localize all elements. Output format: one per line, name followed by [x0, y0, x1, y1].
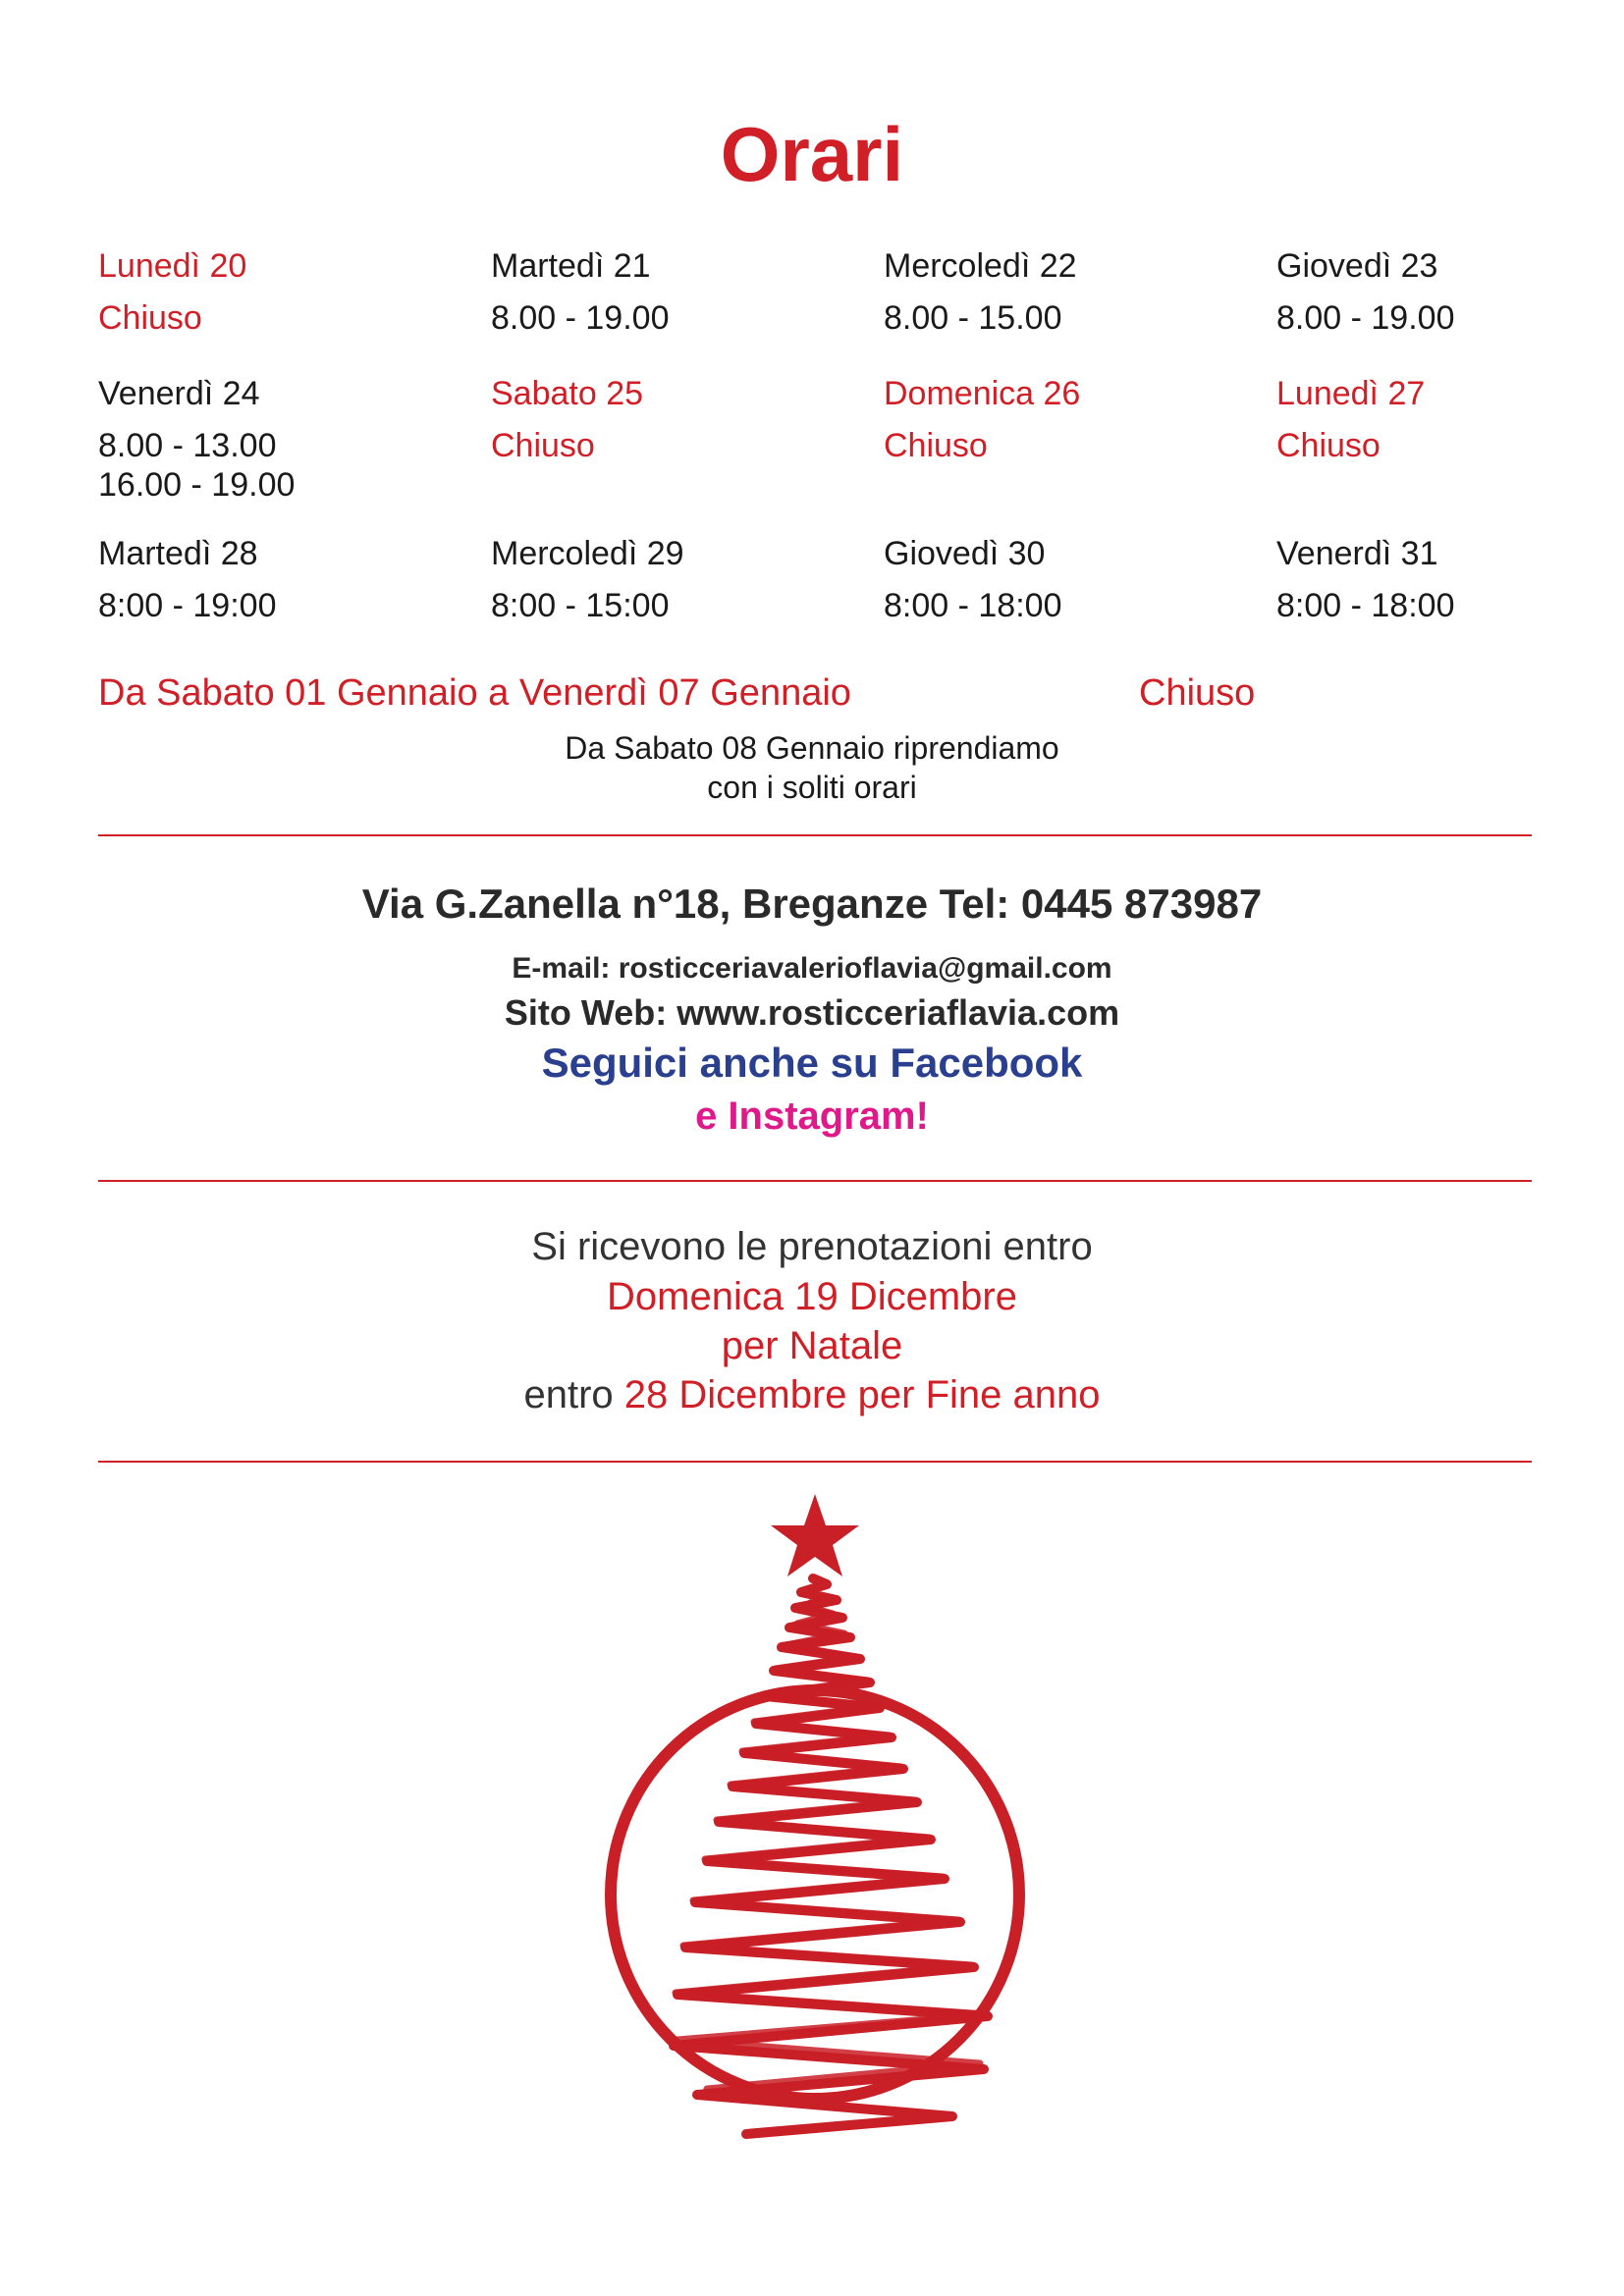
day-name: Giovedì 23	[1276, 247, 1438, 285]
schedule-day	[1276, 373, 1624, 465]
reopening-line: Da Sabato 08 Gennaio riprendiamo	[565, 730, 1059, 766]
tree-scribble-shape	[676, 1598, 986, 2089]
day-hours: 8:00 - 18:00	[1276, 587, 1455, 624]
schedule-day	[1276, 245, 1624, 338]
schedule-day	[884, 245, 1257, 338]
day-hours: 8.00 - 19.00	[1276, 299, 1455, 337]
day-name: Martedì 28	[98, 535, 258, 572]
booking-intro: Si ricevono le prenotazioni entro	[531, 1225, 1093, 1268]
day-name: Giovedì 30	[884, 535, 1046, 572]
schedule-day	[884, 373, 1257, 465]
booking-christmas-date: Domenica 19 Dicembre	[607, 1275, 1017, 1318]
address-phone: Via G.Zanella n°18, Breganze Tel: 0445 873987	[361, 881, 1263, 927]
website-url[interactable]: Sito Web: www.rosticceriaflavia.com	[504, 992, 1120, 1033]
day-hours: Chiuso	[884, 427, 988, 464]
day-name: Lunedì 27	[1276, 375, 1426, 412]
booking-christmas-label: per Natale	[721, 1324, 903, 1367]
day-name: Venerdì 24	[98, 375, 260, 412]
booking-newyear-date: 28 Dicembre per Fine anno	[623, 1373, 1101, 1416]
divider	[98, 834, 1532, 836]
day-hours: 8:00 - 19:00	[98, 587, 277, 624]
schedule-day	[98, 245, 471, 338]
schedule-day	[884, 533, 1257, 625]
day-hours: 8.00 - 15.00	[884, 299, 1062, 337]
day-hours: 8:00 - 18:00	[884, 587, 1062, 624]
facebook-callout[interactable]: Seguici anche su Facebook	[541, 1040, 1083, 1086]
divider	[98, 1461, 1532, 1463]
day-name: Lunedì 20	[98, 247, 247, 285]
christmas-tree-ornament-icon	[579, 1490, 1051, 2177]
instagram-callout[interactable]: e Instagram!	[695, 1095, 929, 1138]
schedule-day	[491, 373, 864, 465]
day-name: Martedì 21	[491, 247, 651, 285]
star-shape	[771, 1494, 859, 1576]
booking-newyear-prefix: entro	[523, 1373, 624, 1416]
day-hours: 8:00 - 15:00	[491, 587, 670, 624]
day-name: Mercoledì 29	[491, 535, 684, 572]
january-closure-range: Da Sabato 01 Gennaio a Venerdì 07 Gennaio	[98, 672, 851, 714]
day-hours: 8.00 - 13.00	[98, 427, 277, 464]
reopening-line: con i soliti orari	[707, 770, 917, 805]
email-address[interactable]: E-mail: rosticceriavalerioflavia@gmail.com	[512, 952, 1112, 985]
day-hours-afternoon: 16.00 - 19.00	[98, 466, 296, 504]
schedule-day	[98, 533, 471, 625]
day-name: Venerdì 31	[1276, 535, 1438, 572]
schedule-day	[98, 373, 471, 505]
day-name: Sabato 25	[491, 375, 644, 412]
day-name: Domenica 26	[884, 375, 1081, 412]
divider	[98, 1180, 1532, 1182]
day-hours: 8.00 - 19.00	[491, 299, 670, 337]
booking-newyear	[0, 1370, 1624, 1419]
reopening-note	[0, 728, 1624, 807]
day-hours: Chiuso	[491, 427, 595, 464]
schedule-day	[491, 533, 864, 625]
day-name: Mercoledì 22	[884, 247, 1077, 285]
january-closure-status: Chiuso	[1139, 672, 1256, 714]
day-hours: Chiuso	[98, 299, 202, 337]
page-title: Orari	[720, 111, 904, 197]
schedule-day	[491, 245, 864, 338]
day-hours: Chiuso	[1276, 427, 1380, 464]
schedule-day	[1276, 533, 1624, 625]
